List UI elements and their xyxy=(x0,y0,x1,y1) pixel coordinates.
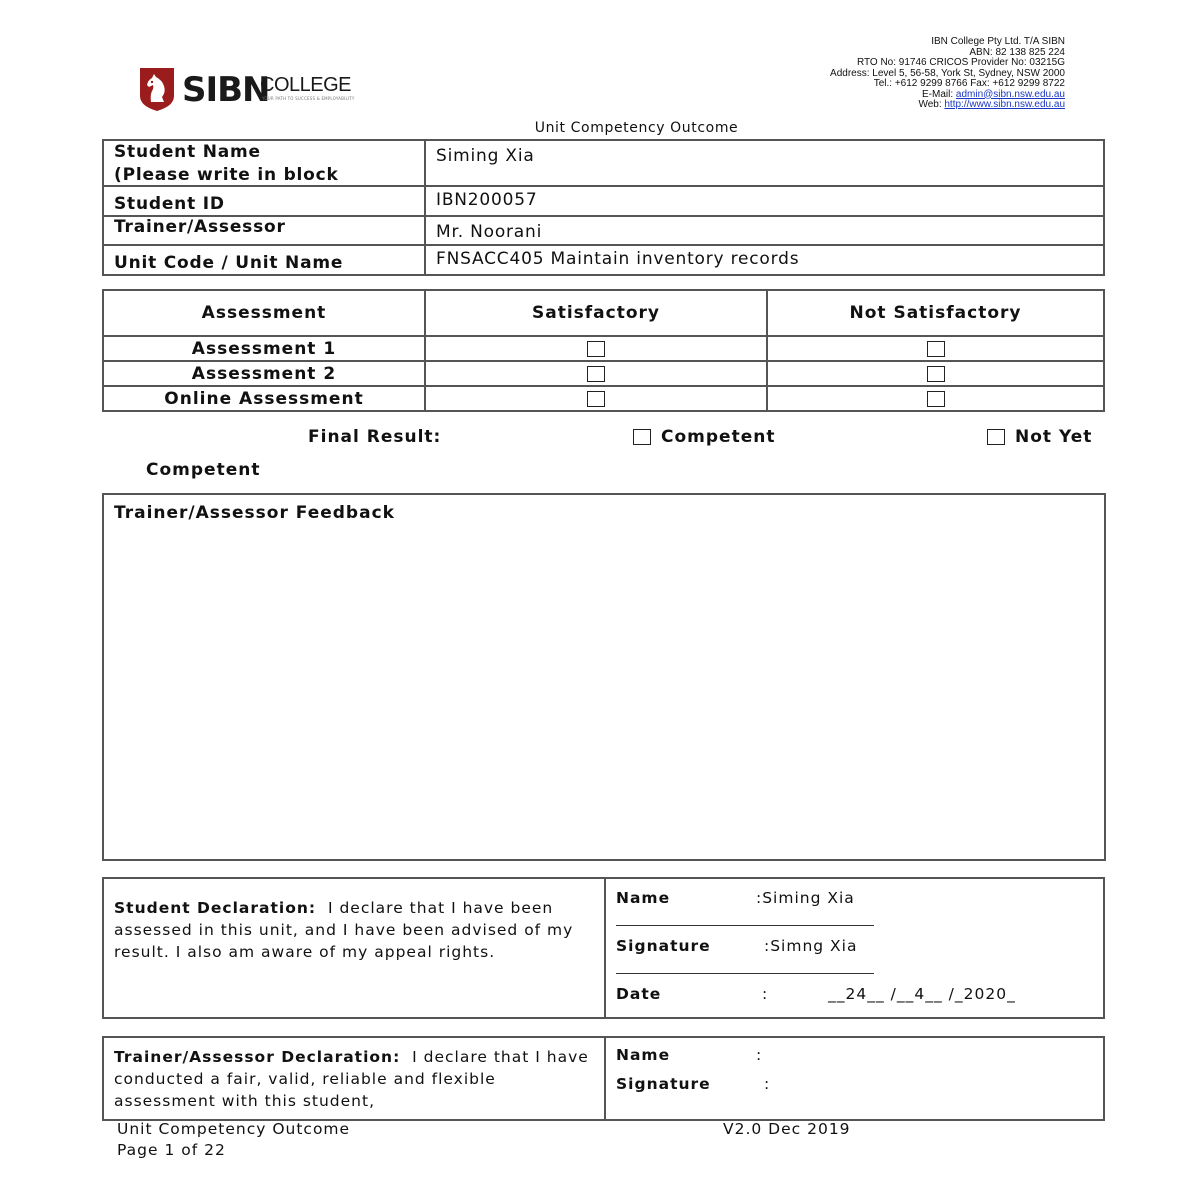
address-line: Address: Level 5, 56-58, York St, Sydney, NSW 2000 xyxy=(830,67,1065,79)
trainer-signature-label: Signature xyxy=(616,1075,711,1093)
unit-code-label: Unit Code / Unit Name xyxy=(103,245,425,275)
student-date-value[interactable]: __24__ /__4__ /_2020_ xyxy=(828,985,1016,1003)
feedback-title: Trainer/Assessor Feedback xyxy=(114,503,395,523)
student-name-field-label: Name xyxy=(616,889,671,907)
trainer-value[interactable]: Mr. Noorani xyxy=(425,216,1104,245)
final-result-label: Final Result: xyxy=(308,427,442,447)
footer-version: V2.0 Dec 2019 xyxy=(723,1120,851,1138)
trainer-declaration-fields xyxy=(605,1037,1104,1120)
not-yet-competent-label: Competent xyxy=(146,460,261,480)
final-result-competent xyxy=(633,427,775,447)
divider xyxy=(616,925,874,926)
student-date-sep: : xyxy=(762,985,769,1003)
student-signature-label: Signature xyxy=(616,937,711,955)
student-signature-value[interactable]: :Simng Xia xyxy=(764,937,858,955)
web-label: Web: xyxy=(918,99,945,110)
student-declaration-text: I declare that I have been assessed in this unit, and I have been advised of my result. I also am aware of my appeal rights. xyxy=(114,899,574,961)
competent-label: Competent xyxy=(661,427,776,447)
trainer-name-sep[interactable]: : xyxy=(756,1046,763,1064)
not-yet-checkbox[interactable] xyxy=(987,429,1005,445)
student-name-value[interactable]: Siming Xia xyxy=(425,140,1104,186)
assessment-label: Assessment 2 xyxy=(103,361,425,386)
student-date-label: Date xyxy=(616,985,662,1003)
checkbox[interactable] xyxy=(587,341,605,357)
address-line: ABN: 82 138 825 224 xyxy=(969,46,1065,58)
trainer-declaration-text-cell xyxy=(103,1037,605,1120)
checkbox[interactable] xyxy=(927,391,945,407)
table-row xyxy=(103,336,1104,361)
student-id-value[interactable]: IBN200057 xyxy=(425,186,1104,216)
address-line: Tel.: +612 9299 8766 Fax: +612 9299 8722 xyxy=(873,78,1065,89)
web-link[interactable]: http://www.sibn.nsw.edu.au xyxy=(944,99,1065,110)
address-line: IBN College Pty Ltd. T/A SIBN xyxy=(931,36,1065,47)
checkbox[interactable] xyxy=(587,366,605,382)
header-assessment: Assessment xyxy=(103,290,425,336)
email-label: E-Mail: xyxy=(921,88,956,100)
satisfactory-cell xyxy=(425,361,767,386)
satisfactory-cell xyxy=(425,386,767,411)
trainer-name-field-label: Name xyxy=(616,1046,671,1064)
header-not-satisfactory: Not Satisfactory xyxy=(767,290,1104,336)
footer-page-number: Page 1 of 22 xyxy=(117,1141,226,1159)
student-declaration-table xyxy=(102,877,1105,1019)
logo-tagline: YOUR PATH TO SUCCESS & EMPLOYABILITY xyxy=(262,96,355,101)
document-title: Unit Competency Outcome xyxy=(534,120,739,136)
logo-college-word: COLLEGE xyxy=(260,74,351,96)
student-declaration-text-cell xyxy=(103,878,605,1018)
not-yet-label: Not Yet xyxy=(1015,427,1093,447)
trainer-declaration-text: I declare that I have conducted a fair, valid, reliable and flexible assessment with this student, xyxy=(114,1048,589,1110)
table-row xyxy=(103,386,1104,411)
assessment-table xyxy=(102,289,1105,412)
unit-code-value[interactable]: FNSACC405 Maintain inventory records xyxy=(425,245,1104,275)
checkbox[interactable] xyxy=(587,391,605,407)
student-declaration-title: Student Declaration: xyxy=(114,899,317,917)
satisfactory-cell xyxy=(425,336,767,361)
header-satisfactory: Satisfactory xyxy=(425,290,767,336)
student-name-field-value[interactable]: :Siming Xia xyxy=(756,889,855,907)
student-id-label: Student ID xyxy=(103,186,425,216)
final-result-not-yet xyxy=(987,427,1092,447)
feedback-box[interactable] xyxy=(102,493,1106,861)
footer-doc-name: Unit Competency Outcome xyxy=(117,1120,351,1138)
checkbox[interactable] xyxy=(927,341,945,357)
trainer-signature-sep[interactable]: : xyxy=(764,1075,771,1093)
address-line: RTO No: 91746 CRICOS Provider No: 03215G xyxy=(856,57,1065,68)
competent-checkbox[interactable] xyxy=(633,429,651,445)
table-row xyxy=(103,361,1104,386)
divider xyxy=(616,973,874,974)
student-info-table xyxy=(102,139,1105,276)
not-satisfactory-cell xyxy=(767,361,1104,386)
college-logo xyxy=(138,66,355,114)
assessment-label: Online Assessment xyxy=(103,386,425,411)
trainer-declaration-title: Trainer/Assessor Declaration: xyxy=(114,1048,401,1066)
knight-shield-icon xyxy=(138,66,176,112)
assessment-label: Assessment 1 xyxy=(103,336,425,361)
student-name-label: Student Name (Please write in block xyxy=(103,140,425,186)
trainer-declaration-table xyxy=(102,1036,1105,1121)
logo-wordmark: SIBN xyxy=(182,70,270,110)
not-satisfactory-cell xyxy=(767,386,1104,411)
college-address-block xyxy=(830,37,1065,111)
web-line xyxy=(830,100,1065,111)
checkbox[interactable] xyxy=(927,366,945,382)
footer-left xyxy=(117,1119,350,1161)
not-satisfactory-cell xyxy=(767,336,1104,361)
student-declaration-fields xyxy=(605,878,1104,1018)
email-link[interactable]: admin@sibn.nsw.edu.au xyxy=(955,88,1065,100)
trainer-label: Trainer/Assessor xyxy=(103,216,425,245)
